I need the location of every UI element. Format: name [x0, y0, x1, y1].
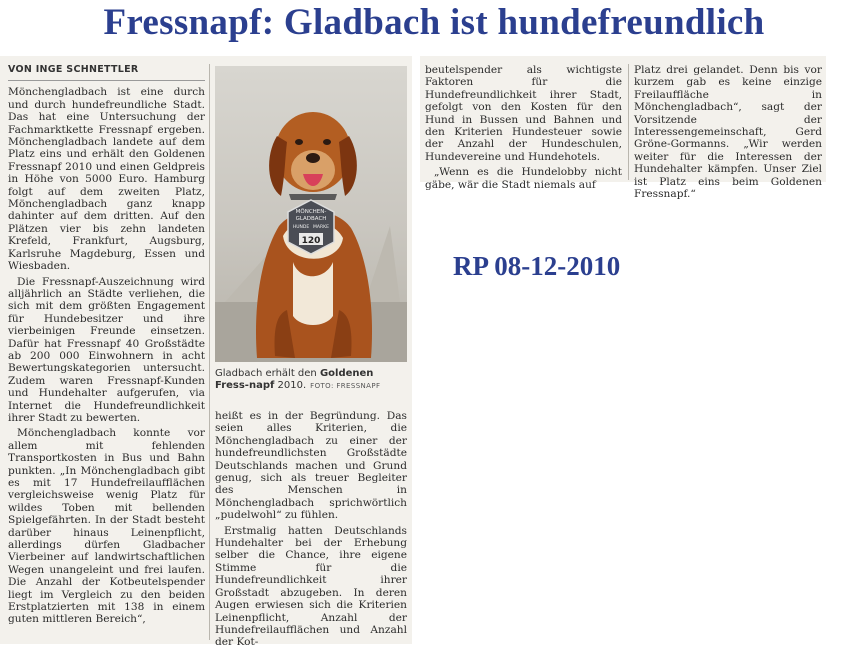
column-3-paragraph: „Wenn es die Hundelobby nicht gäbe, wär die Stadt niemals auf: [425, 166, 622, 191]
column-rule: [209, 64, 210, 640]
caption-text: Gladbach erhält den: [215, 368, 320, 379]
column-1: [8, 64, 205, 642]
column-1-paragraph: Mönchengladbach konnte vor allem mit fehlenden Transportkosten in Bus und Bahn punkten. „In Mönchengladbach gibt es mit 17 Hundefreilaufflächen vergleichsweise wenig Platz für wildes Toben mit bellenden Spielgefährten. In der Stadt besteht darüber hinaus Leinenpflicht, allerdings dürfen Gladbacher Vierbeiner auf landwirtschaftlichen Wegen unangeleint und frei laufen. Die Anzahl der Kotbeutelspender liegt im Vergleich zu den beiden Erstplatzierten mit 138 in einem guten mittleren Bereich“,: [8, 427, 205, 626]
publication-date-label: RP 08-12-2010: [453, 251, 621, 281]
medal-line-3: HUNDE: [292, 225, 310, 230]
medal-line-4: MARKE: [313, 225, 329, 230]
column-3: [425, 64, 622, 191]
column-4-paragraph: Platz drei gelandet. Denn bis vor kurzem gab es keine einzige Freilauffläche in Mönchengladbach“, sagt der Vorsitzende der Interessengemeinschaft, Gerd Gröne-Gormanns. „Wir werden weiter für die Interessen der Hundehalter kämpfen. Unser Ziel ist Platz eins beim Goldenen Fressnapf.“: [634, 64, 822, 201]
photo-caption: [215, 368, 407, 392]
column-4: [634, 64, 822, 201]
medal-line-2: GLADBACH: [295, 216, 327, 222]
column-2-paragraph: heißt es in der Begründung. Das seien alles Kriterien, die Mönchengladbach zu einer der hundefreundlichsten Großstädte Deutschlands machen und Grund genug, sich als treuer Begleiter des Menschen in Mönchengladbach sprichwörtlich „pudelwohl“ zu fühlen.: [215, 410, 407, 522]
column-1-paragraph: Die Fressnapf-Auszeichnung wird alljährlich an Städte verliehen, die sich mit dem größten Engagement für Hundebesitzer und ihre vierbeinigen Freunde einsetzen. Dafür hat Fressnapf 40 Großstädte ab 200 000 Einwohnern in acht Bewertungskategorien untersucht. Zudem waren Fressnapf-Kunden und Hundehalter aufgerufen, via Internet die Hundefreundlichkeit ihrer Stadt zu bewerten.: [8, 275, 205, 424]
medal-line-1: MÖNCHEN-: [295, 209, 327, 215]
medal-number: 120: [301, 236, 321, 246]
column-2: [215, 410, 407, 649]
caption-rest: 2010.: [274, 380, 307, 391]
column-rule: [628, 64, 629, 180]
column-1-paragraph: Mönchengladbach ist eine durch und durch hundefreundliche Stadt. Das hat eine Untersuchung der Fachmarktkette Fressnapf ergeben. Mönchengladbach landete auf dem Platz eins und erhält den Goldenen Fressnapf 2010 und einen Geldpreis in Höhe von 5000 Euro. Hamburg folgt auf dem zweiten Platz, Mönchengladbach ganz knapp dahinter auf dem dritten. Auf den Plätzen vier bis zehn landeten Krefeld, Frankfurt, Augsburg, Karlsruhe Magdeburg, Essen und Wiesbaden.: [8, 86, 205, 273]
headline: Fressnapf: Gladbach ist hundefreundlich: [103, 2, 765, 43]
dog-photo: [215, 66, 407, 362]
column-3-paragraph: beutelspender als wichtigste Faktoren für die Hundefreundlichkeit ihrer Stadt, gefolgt von den Kosten für den Hund in Bussen und Bahnen und den Kriterien Hundesteuer sowie der Anzahl der Hundeschulen, Hundevereine und Hundehotels.: [425, 64, 622, 163]
caption-bold: Goldenen Fress-napf: [215, 368, 374, 391]
photo-credit: FOTO: FRESSNAPF: [310, 382, 381, 390]
dog-tag-medal: [284, 198, 338, 256]
column-2-paragraph: Erstmalig hatten Deutschlands Hundehalter bei der Erhebung selber die Chance, ihre eigene Stimme für die Hundefreundlichkeit ihrer Großstadt abzugeben. In deren Augen erwiesen sich die Kriterien Leinenpflicht, Anzahl der Hundefreilaufflächen und Anzahl der Kot-: [215, 524, 407, 649]
byline: VON INGE SCHNETTLER: [8, 64, 205, 81]
